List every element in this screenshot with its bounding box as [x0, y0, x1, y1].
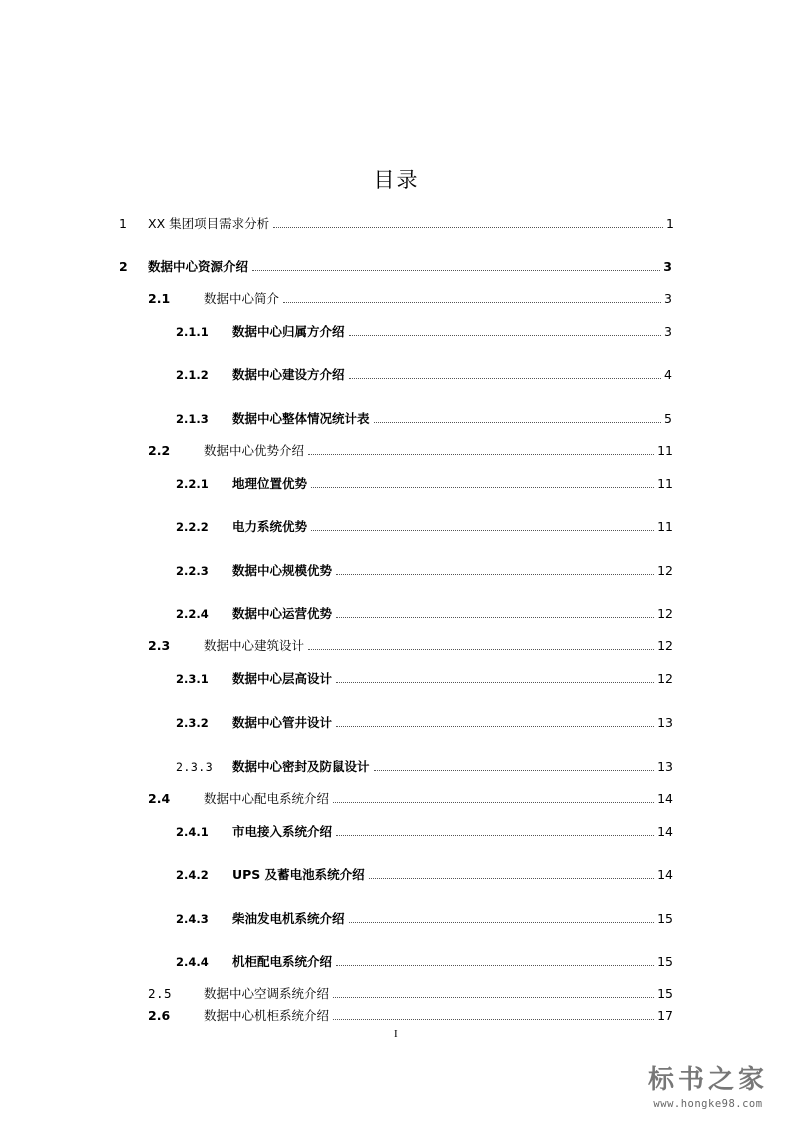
toc-entry-label: 数据中心资源介绍: [148, 259, 249, 274]
toc-entry-page: 17: [657, 1008, 673, 1023]
toc-entry-2-2-2[interactable]: [0, 515, 793, 535]
toc-entry-number: 2.3.2: [176, 716, 209, 730]
toc-entry-label: 数据中心空调系统介绍: [204, 986, 330, 1001]
toc-entry-page: 4: [664, 367, 672, 382]
toc-leader-dots: [336, 834, 654, 836]
toc-entry-label: XX 集团项目需求分析: [148, 216, 270, 231]
toc-entry-label: 数据中心优势介绍: [204, 443, 305, 458]
toc-entry-2-4-4[interactable]: [0, 950, 793, 970]
toc-entry-2-3-1[interactable]: [0, 667, 793, 687]
toc-entry-2-4-2[interactable]: [0, 863, 793, 883]
toc-entry-2-2-3[interactable]: [0, 559, 793, 579]
toc-entry-page: 11: [657, 476, 673, 491]
toc-leader-dots: [336, 681, 654, 683]
toc-entry-page: 14: [657, 824, 673, 839]
toc-entry-number: 2.1: [148, 291, 171, 306]
toc-entry-number: 2.2.1: [176, 477, 209, 491]
toc-entry-2-6[interactable]: [0, 1004, 793, 1024]
toc-entry-2-4[interactable]: [0, 787, 793, 807]
toc-entry-page: 11: [657, 519, 673, 534]
toc-entry-2-2[interactable]: [0, 439, 793, 459]
toc-entry-number: 2.2.4: [176, 607, 209, 621]
toc-entry-page: 3: [663, 259, 672, 274]
toc-entry-number: 2.4: [148, 791, 171, 806]
toc-entry-label: 数据中心层高设计: [232, 671, 333, 686]
toc-entry-label: 数据中心机柜系统介绍: [204, 1008, 330, 1023]
toc-leader-dots: [308, 453, 654, 455]
toc-leader-dots: [349, 334, 662, 336]
toc-entry-number: 2.1.3: [176, 412, 209, 426]
toc-entry-page: 11: [657, 443, 673, 458]
toc-entry-label: 数据中心管井设计: [232, 715, 333, 730]
toc-entry-number: 2.3.1: [176, 672, 209, 686]
toc-entry-label: 数据中心整体情况统计表: [232, 411, 370, 426]
toc-leader-dots: [333, 996, 654, 998]
toc-entry-page: 14: [657, 791, 673, 806]
toc-leader-dots: [349, 921, 655, 923]
toc-entry-page: 3: [664, 291, 672, 306]
toc-entry-page: 12: [657, 638, 673, 653]
toc-entry-page: 15: [657, 986, 673, 1001]
toc-entry-label: 数据中心密封及防鼠设计: [232, 759, 370, 774]
toc-entry-2-3-3[interactable]: [0, 755, 793, 775]
toc-entry-label: 数据中心简介: [204, 291, 280, 306]
toc-leader-dots: [336, 725, 654, 727]
toc-entry-page: 15: [657, 954, 673, 969]
toc-entry-2-1-3[interactable]: [0, 407, 793, 427]
toc-entry-2-1-2[interactable]: [0, 363, 793, 383]
toc-entry-number: 2.2.2: [176, 520, 209, 534]
toc-entry-number: 2: [119, 259, 128, 274]
toc-entry-label: 数据中心规模优势: [232, 563, 333, 578]
toc-entry-number: 2.2.3: [176, 564, 209, 578]
toc-entry-label: 电力系统优势: [232, 519, 308, 534]
toc-entry-page: 12: [657, 606, 673, 621]
toc-entry-2-5[interactable]: [0, 982, 793, 1002]
toc-leader-dots: [336, 616, 654, 618]
toc-entry-page: 3: [664, 324, 672, 339]
toc-entry-number: 2.4.1: [176, 825, 209, 839]
toc-entry-number: 1: [119, 216, 127, 231]
watermark-logo: [633, 1059, 783, 1110]
toc-entry-label: 数据中心归属方介绍: [232, 324, 345, 339]
toc-entry-2-3-2[interactable]: [0, 711, 793, 731]
toc-entry-number: 2.2: [148, 443, 171, 458]
toc-leader-dots: [308, 648, 654, 650]
toc-entry-page: 13: [657, 759, 673, 774]
toc-leader-dots: [311, 529, 654, 531]
toc-leader-dots: [333, 1018, 654, 1020]
toc-entry-page: 12: [657, 671, 673, 686]
toc-entry-2-2-1[interactable]: [0, 472, 793, 492]
watermark-title: 标书之家: [647, 1065, 768, 1095]
toc-entry-number: 2.6: [148, 1008, 171, 1023]
toc-entry-label: UPS 及蓄电池系统介绍: [232, 867, 365, 882]
toc-entry-number: 2.3: [148, 638, 171, 653]
toc-entry-number: 2.1.1: [176, 325, 209, 339]
toc-entry-2-4-1[interactable]: [0, 820, 793, 840]
toc-entry-2-3[interactable]: [0, 634, 793, 654]
toc-entry-number: 2.3.3: [176, 760, 214, 774]
toc-leader-dots: [273, 226, 663, 228]
toc-entry-label: 数据中心建筑设计: [204, 638, 305, 653]
toc-entry-page: 5: [664, 411, 672, 426]
toc-leader-dots: [333, 801, 654, 803]
page-number-footer: I: [394, 1028, 398, 1040]
toc-entry-2-2-4[interactable]: [0, 602, 793, 622]
toc-leader-dots: [374, 421, 662, 423]
toc-leader-dots: [283, 301, 661, 303]
toc-entry-number: 2.1.2: [176, 368, 209, 382]
toc-entry-page: 1: [666, 216, 674, 231]
toc-entry-2[interactable]: [0, 255, 793, 275]
toc-leader-dots: [252, 269, 660, 271]
toc-leader-dots: [374, 769, 655, 771]
toc-entry-number: 2.4.4: [176, 955, 209, 969]
page-title: 目录: [373, 168, 420, 192]
toc-leader-dots: [369, 877, 654, 879]
toc-leader-dots: [336, 964, 654, 966]
watermark-url: www.hongke98.com: [653, 1098, 763, 1110]
toc-leader-dots: [349, 377, 662, 379]
toc-entry-2-1-1[interactable]: [0, 320, 793, 340]
toc-entry-page: 15: [657, 911, 673, 926]
toc-entry-1[interactable]: [0, 212, 793, 232]
toc-entry-number: 2.4.2: [176, 868, 209, 882]
toc-entry-page: 14: [657, 867, 673, 882]
toc-entry-label: 地理位置优势: [232, 476, 308, 491]
toc-entry-label: 数据中心建设方介绍: [232, 367, 345, 382]
toc-entry-number: 2.4.3: [176, 912, 209, 926]
toc-entry-label: 数据中心运营优势: [232, 606, 333, 621]
toc-entry-label: 市电接入系统介绍: [232, 824, 333, 839]
toc-entry-2-4-3[interactable]: [0, 907, 793, 927]
toc-leader-dots: [336, 573, 654, 575]
toc-entry-label: 柴油发电机系统介绍: [232, 911, 345, 926]
toc-entry-number: 2.5: [148, 986, 173, 1001]
toc-entry-label: 数据中心配电系统介绍: [204, 791, 330, 806]
toc-entry-2-1[interactable]: [0, 287, 793, 307]
toc-entry-page: 13: [657, 715, 673, 730]
toc-leader-dots: [311, 486, 654, 488]
toc-entry-label: 机柜配电系统介绍: [232, 954, 333, 969]
toc-entry-page: 12: [657, 563, 673, 578]
